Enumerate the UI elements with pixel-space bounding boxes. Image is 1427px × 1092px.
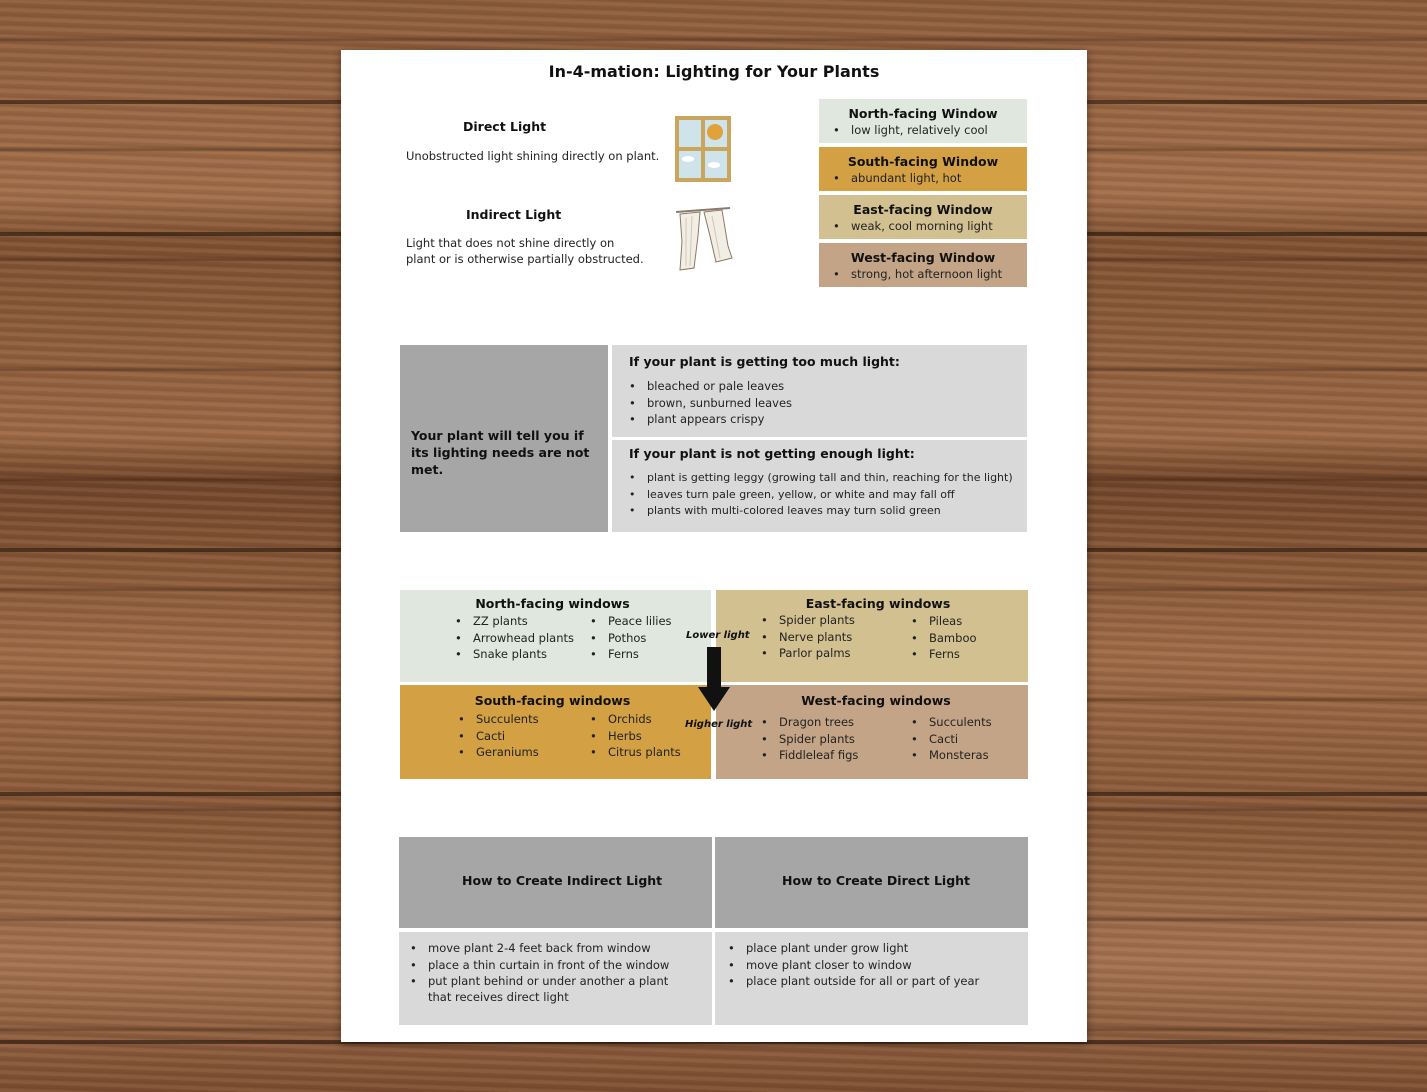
list-item: • Ferns: [590, 646, 672, 663]
list-item: • Arrowhead plants: [455, 630, 574, 647]
window-box-west: [819, 243, 1027, 287]
list-item: • Spider plants: [761, 612, 855, 629]
list-item: • ZZ plants: [455, 613, 574, 630]
list-item: • Geraniums: [458, 744, 539, 761]
list-item: • Pileas: [911, 613, 977, 630]
window-desc: • weak, cool morning light: [833, 219, 1027, 233]
infographic-page: [341, 50, 1087, 1042]
indirect-light-text-2: plant or is otherwise partially obstructed.: [406, 252, 644, 266]
indirect-howto-list: [410, 940, 669, 990]
list-item: • move plant closer to window: [728, 957, 979, 974]
direct-light-label: Direct Light: [463, 119, 547, 134]
list-item-continuation: that receives direct light: [428, 990, 569, 1004]
list-item: • leaves turn pale green, yellow, or white and may fall off: [629, 487, 1024, 504]
plant-list-col1: [458, 711, 539, 761]
plant-list-col2: [911, 613, 977, 663]
window-title: South-facing Window: [847, 154, 999, 169]
plant-list-col1: [761, 612, 855, 662]
list-item: • plant appears crispy: [629, 411, 792, 428]
direct-howto-heading: How to Create Direct Light: [782, 873, 971, 888]
page-title: In-4-mation: Lighting for Your Plants: [548, 62, 880, 81]
curtain-icon: [672, 206, 736, 272]
higher-light-label: Higher light: [685, 719, 753, 730]
list-item: • Ferns: [911, 646, 977, 663]
plant-list-col2: [590, 711, 681, 761]
too-much-light-list: [629, 378, 792, 428]
window-title: North-facing Window: [848, 106, 998, 121]
list-item: • Orchids: [590, 711, 681, 728]
quad-title: South-facing windows: [474, 693, 631, 708]
window-desc: • strong, hot afternoon light: [833, 267, 1027, 281]
list-item: • Succulents: [458, 711, 539, 728]
arrow-down-icon: [698, 647, 730, 713]
plant-list-col2: [911, 714, 992, 764]
list-item: • Parlor palms: [761, 645, 855, 662]
sunny-window-icon: [674, 115, 732, 183]
window-title: East-facing Window: [853, 202, 993, 217]
window-box-south: [819, 147, 1027, 191]
indirect-howto-heading: How to Create Indirect Light: [462, 873, 663, 888]
quad-title: East-facing windows: [805, 596, 951, 611]
plant-list-col1: [761, 714, 858, 764]
plant-list-col1: [455, 613, 574, 663]
window-title: West-facing Window: [850, 250, 996, 265]
list-item: • place plant outside for all or part of year: [728, 973, 979, 990]
list-item: • Spider plants: [761, 731, 858, 748]
list-item: • Bamboo: [911, 630, 977, 647]
quad-north: [400, 590, 711, 682]
too-much-light-heading: If your plant is getting too much light:: [629, 354, 900, 369]
list-item: • Fiddleleaf figs: [761, 747, 858, 764]
list-item: • Citrus plants: [590, 744, 681, 761]
indirect-howto-panel: [399, 932, 712, 1025]
list-item: • Peace lilies: [590, 613, 672, 630]
lower-light-label: Lower light: [686, 630, 750, 641]
window-desc: • abundant light, hot: [833, 171, 1027, 185]
list-item: • Cacti: [458, 728, 539, 745]
not-enough-light-heading: If your plant is not getting enough light:: [629, 446, 915, 461]
window-box-east: [819, 195, 1027, 239]
list-item: • place plant under grow light: [728, 940, 979, 957]
list-item: • put plant behind or under another a plant: [410, 973, 669, 990]
quad-south: [400, 685, 711, 779]
indirect-howto-header: [399, 837, 712, 928]
list-item: • Herbs: [590, 728, 681, 745]
direct-howto-panel: [715, 932, 1028, 1025]
list-item: • brown, sunburned leaves: [629, 395, 792, 412]
window-desc: • low light, relatively cool: [833, 123, 1027, 137]
list-item: • Dragon trees: [761, 714, 858, 731]
direct-howto-list: [728, 940, 979, 990]
list-item: • plants with multi-colored leaves may turn solid green: [629, 503, 1024, 520]
indirect-light-text-1: Light that does not shine directly on: [406, 236, 615, 250]
window-box-north: [819, 99, 1027, 143]
signs-intro-panel: [400, 345, 608, 532]
too-much-light-panel: [612, 345, 1027, 437]
plant-list-col2: [590, 613, 672, 663]
list-item: • Succulents: [911, 714, 992, 731]
list-item: • Snake plants: [455, 646, 574, 663]
quad-title: West-facing windows: [801, 693, 951, 708]
signs-intro-text: Your plant will tell you if its lighting needs are not met.: [411, 428, 590, 477]
list-item: • Cacti: [911, 731, 992, 748]
not-enough-light-list: [629, 470, 1024, 520]
not-enough-light-panel: [612, 440, 1027, 532]
direct-light-text: Unobstructed light shining directly on plant.: [406, 149, 660, 163]
list-item: • bleached or pale leaves: [629, 378, 792, 395]
list-item: • plant is getting leggy (growing tall and thin, reaching for the light): [629, 470, 1024, 487]
indirect-light-label: Indirect Light: [466, 207, 562, 222]
list-item: • move plant 2-4 feet back from window: [410, 940, 669, 957]
list-item: • Pothos: [590, 630, 672, 647]
list-item: • Monsteras: [911, 747, 992, 764]
quad-west: [716, 685, 1028, 779]
direct-howto-header: [715, 837, 1028, 928]
list-item: • Nerve plants: [761, 629, 855, 646]
quad-east: [716, 590, 1028, 682]
quad-title: North-facing windows: [475, 596, 630, 611]
list-item: • place a thin curtain in front of the window: [410, 957, 669, 974]
